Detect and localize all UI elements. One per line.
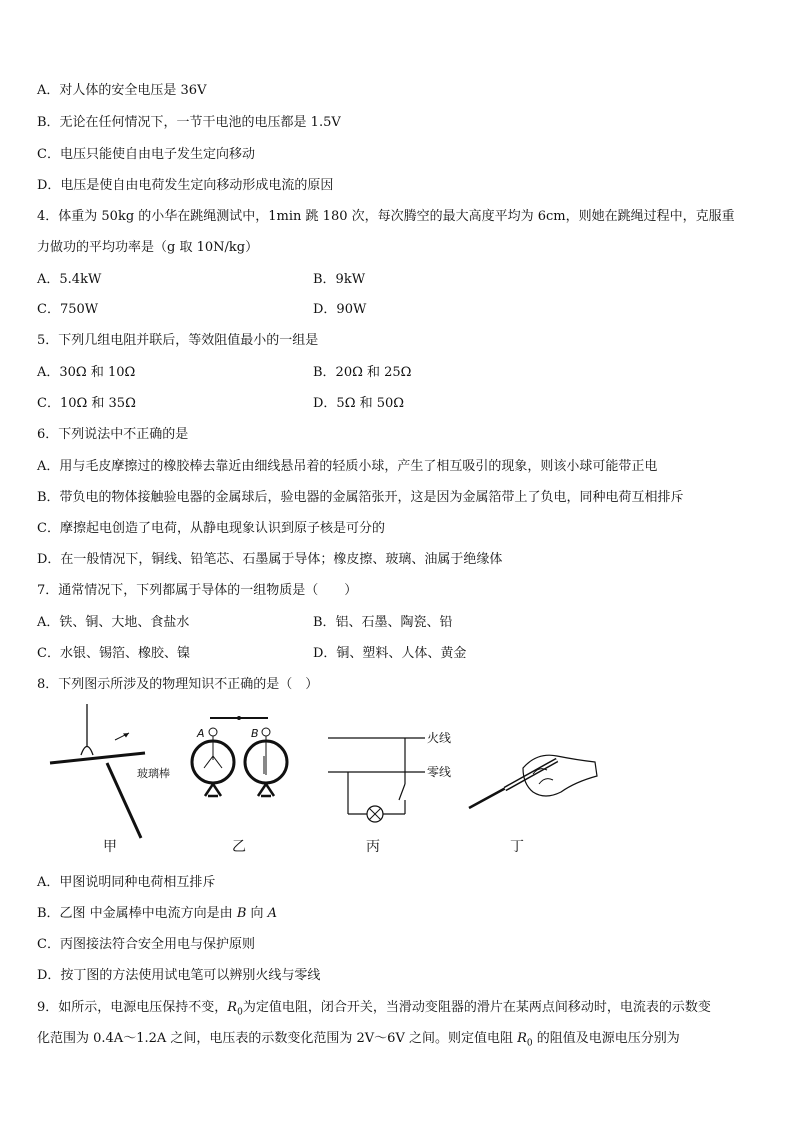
q6-stem: 6．下列说法中不正确的是 [37, 427, 189, 442]
q6-option-b: B．带负电的物体接触验电器的金属球后，验电器的金属箔张开，这是因为金属箔带上了负电，同种电荷互相排斥 [37, 490, 684, 505]
q9-r0-subscript: 0 [237, 1007, 243, 1018]
q3-option-d: D．电压是使自由电荷发生定向移动形成电流的原因 [37, 178, 334, 193]
q9-stem-line1 [37, 1001, 711, 1018]
q8-option-b [37, 907, 277, 920]
figure-jia-diagram [45, 700, 185, 840]
q8-option-b-mid: 向 [246, 906, 268, 921]
q5-option-a: A．30Ω 和 10Ω [37, 365, 136, 380]
q7-option-d: D．铜、塑料、人体、黄金 [313, 646, 467, 661]
q5-option-b: B．20Ω 和 25Ω [313, 365, 412, 380]
figure-ding-diagram [465, 700, 600, 840]
q9-stem-line2 [37, 1032, 680, 1049]
q9-stem-post: 为定值电阻，闭合开关，当滑动变阻器的滑片在某两点间移动时，电流表的示数变 [242, 1000, 711, 1015]
q5-option-c: C．10Ω 和 35Ω [37, 396, 136, 411]
q8-figures [40, 700, 600, 865]
figure-jia-caption: 甲 [103, 839, 117, 855]
neutral-wire-label: 零线 [427, 765, 452, 779]
live-wire-label: 火线 [427, 731, 452, 745]
figure-jia-label: 玻璃棒 [137, 767, 170, 780]
q8-option-a: A．甲图说明同种电荷相互排斥 [37, 875, 216, 890]
q8-option-b-to: A [267, 906, 278, 921]
q9-line2-post: 的阻值及电源电压分别为 [532, 1031, 680, 1046]
q6-option-a: A．用与毛皮摩擦过的橡胶棒去靠近由细线悬吊着的轻质小球，产生了相互吸引的现象，则该小球可能带正电 [37, 459, 658, 474]
electroscope-a-label: A [197, 727, 205, 740]
figure-bing-diagram [323, 700, 463, 840]
figure-ding-caption: 丁 [510, 839, 524, 855]
q4-option-b: B．9kW [313, 272, 366, 287]
figure-yi-caption: 乙 [232, 839, 246, 855]
q9-r0-symbol-2: R [517, 1031, 527, 1046]
q4-option-a: A．5.4kW [37, 272, 102, 287]
q7-option-c: C．水银、锡箔、橡胶、镍 [37, 646, 190, 661]
q7-option-b: B．铝、石墨、陶瓷、铅 [313, 615, 453, 630]
q4-stem-line2: 力做功的平均功率是（g 取 10N/kg） [37, 240, 259, 255]
q5-option-d: D．5Ω 和 50Ω [313, 396, 405, 411]
q3-option-a: A．对人体的安全电压是 36V [37, 83, 207, 98]
q8-stem: 8．下列图示所涉及的物理知识不正确的是（ ） [37, 677, 319, 692]
q4-stem-line1: 4．体重为 50kg 的小华在跳绳测试中，1min 跳 180 次，每次腾空的最大高度平均为 6cm，则她在跳绳过程中，克服重 [37, 209, 735, 224]
figure-yi-diagram [188, 700, 293, 840]
q3-option-c: C．电压只能使自由电子发生定向移动 [37, 147, 255, 162]
q3-option-b: B．无论在任何情况下，一节干电池的电压都是 1.5V [37, 115, 341, 130]
q9-line2-pre: 化范围为 0.4A～1.2A 之间，电压表的示数变化范围为 2V～6V 之间。则定值电阻 [37, 1031, 518, 1046]
figure-bing-caption: 丙 [366, 839, 380, 855]
q9-r0-symbol: R [227, 1000, 238, 1015]
q9-stem-pre: 9．如所示，电源电压保持不变， [37, 1000, 228, 1015]
q7-stem: 7．通常情况下，下列都属于导体的一组物质是（ ） [37, 583, 358, 598]
q8-option-c: C．丙图接法符合安全用电与保护原则 [37, 937, 255, 952]
electroscope-b-label: B [251, 727, 259, 740]
q7-option-a: A．铁、铜、大地、食盐水 [37, 615, 190, 630]
q8-option-b-text: B．乙图 中金属棒中电流方向是由 [37, 906, 237, 921]
q8-option-d: D．按丁图的方法使用试电笔可以辨别火线与零线 [37, 968, 321, 983]
q9-r0-subscript-2: 0 [526, 1038, 533, 1049]
q8-option-b-from: B [236, 906, 247, 921]
q5-stem: 5．下列几组电阻并联后，等效阻值最小的一组是 [37, 333, 319, 348]
q4-option-d: D．90W [313, 302, 367, 317]
q6-option-d: D．在一般情况下，铜线、铅笔芯、石墨属于导体；橡皮擦、玻璃、油属于绝缘体 [37, 552, 503, 567]
q6-option-c: C．摩擦起电创造了电荷，从静电现象认识到原子核是可分的 [37, 521, 385, 536]
q4-option-c: C．750W [37, 302, 99, 317]
